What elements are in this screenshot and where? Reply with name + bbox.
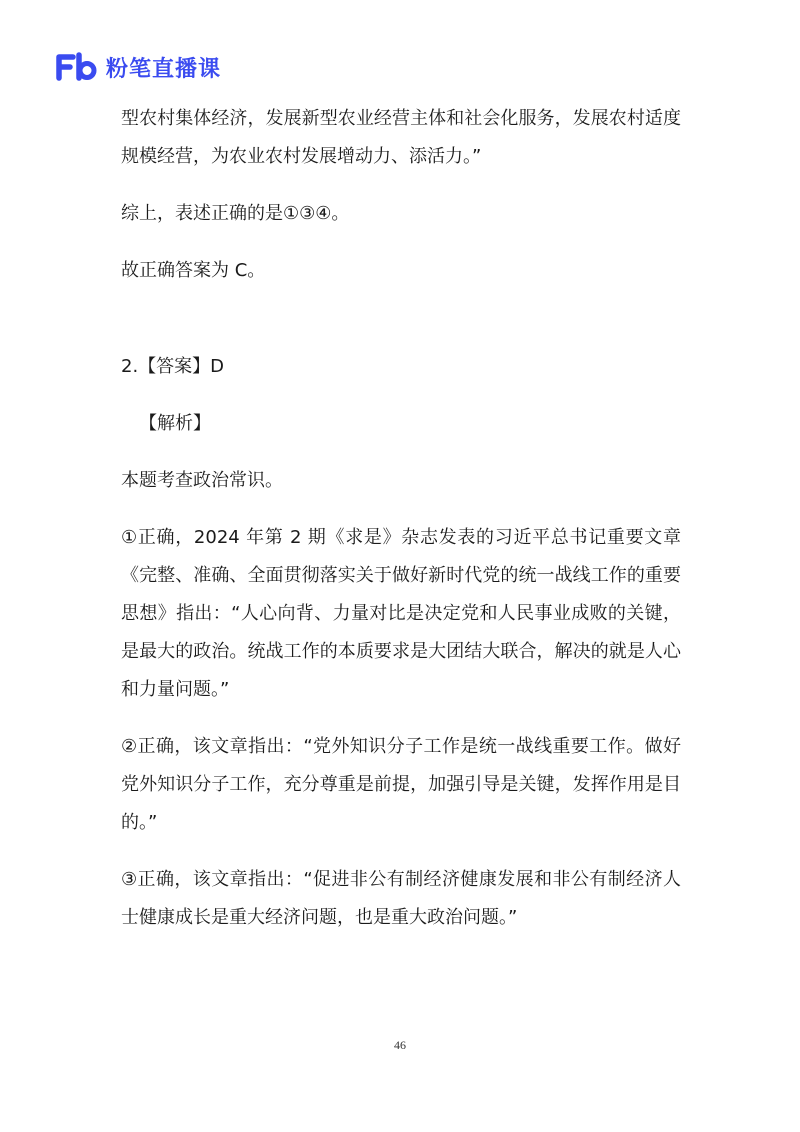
page-number: 46 [394, 1038, 406, 1052]
paragraph-policy-quote-end: 型农村集体经济，发展新型农业经营主体和社会化服务，发展农村适度规模经营，为农业农村发展增动力、添活力。” [121, 108, 681, 167]
paragraph-point-3: ③正确，该文章指出：“促进非公有制经济健康发展和非公有制经济人士健康成长是重大经济问题，也是重大政治问题。” [121, 869, 681, 928]
header [56, 50, 221, 84]
paragraph-point-2: ②正确，该文章指出：“党外知识分子工作是统一战线重要工作。做好党外知识分子工作，充分尊重是前提，加强引导是关键，发挥作用是目的。” [121, 736, 681, 833]
section-spacer [121, 290, 681, 348]
brand-name: 粉笔直播课 [106, 56, 222, 82]
paragraph-summary: 综上，表述正确的是①③④。 [121, 203, 350, 224]
answer-heading-2: 2.【答案】D [121, 356, 225, 377]
fenbi-logo-icon [56, 51, 100, 83]
document-body [121, 100, 681, 956]
analysis-heading: 【解析】 [139, 413, 211, 434]
paragraph-topic: 本题考查政治常识。 [121, 470, 283, 491]
paragraph-answer-1: 故正确答案为 C。 [121, 260, 266, 281]
paragraph-point-1: ①正确，2024 年第 2 期《求是》杂志发表的习近平总书记重要文章《完整、准确、全面贯彻落实关于做好新时代党的统一战线工作的重要思想》指出：“人心向背、力量对比是决定党和人民事业成败的关键，是最大的政治。统战工作的本质要求是大团结大联合，解决的就是人心和力量问题。” [121, 527, 681, 700]
